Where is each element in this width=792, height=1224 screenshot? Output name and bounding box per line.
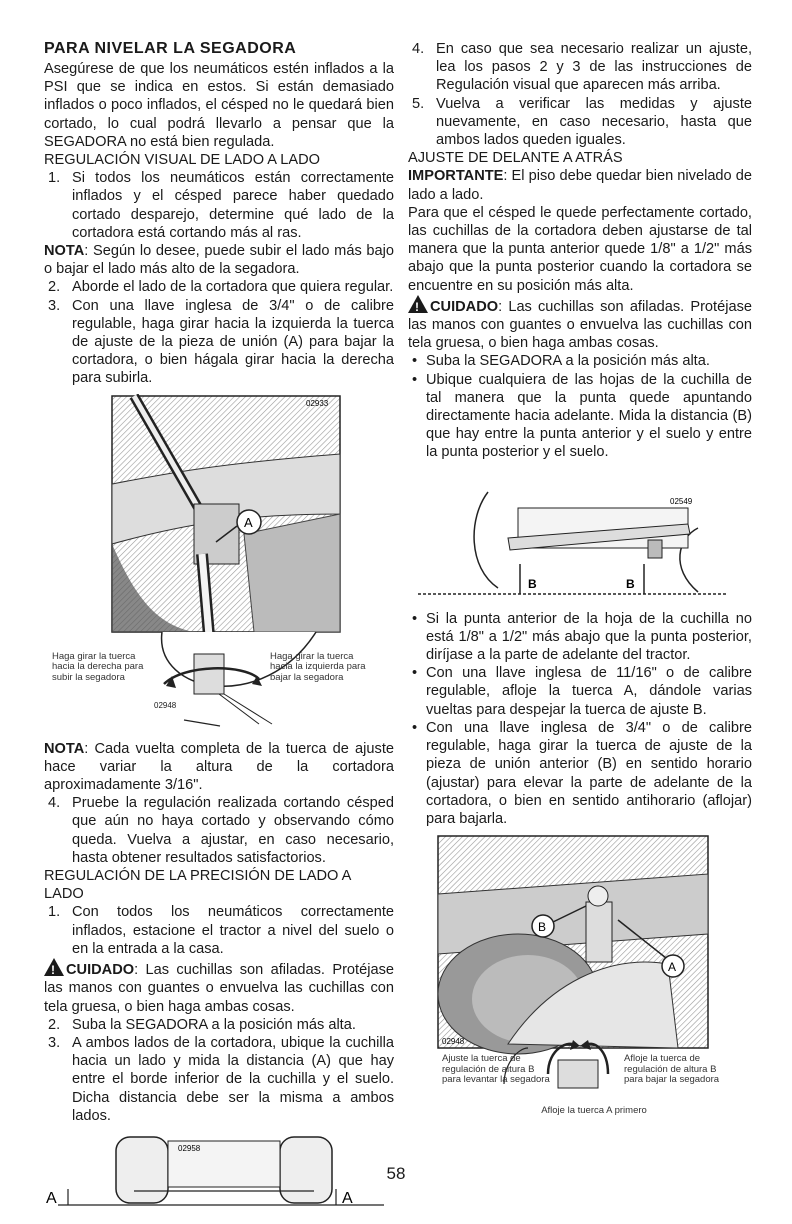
figure-adjust-nut bbox=[44, 394, 394, 734]
step-item: 3. A ambos lados de la cortadora, ubique la cuchilla hacia un lado y mida la distancia (A) que hay entre el borde inferior de la cuchilla y el suelo. Dicha distancia debe ser la misma a ambos lados. bbox=[48, 1034, 394, 1124]
step-item: 1. Si todos los neumáticos están correctamente inflados y el césped parece haber quedado cortado desparejo, determine qué lado de la cortadora está cortando más al ras. bbox=[48, 170, 394, 241]
note-2: NOTA: Cada vuelta completa de la tuerca de ajuste hace variar la altura de la cortadora aproximadamente 3/16". bbox=[44, 740, 394, 794]
section-title: PARA NIVELAR LA SEGADORA bbox=[44, 40, 297, 57]
bullet-item: • Si la punta anterior de la hoja de la cuchilla no está 1/8" a 1/2" más abajo que la punta posterior, diríjase a la parte de adelante del tractor. bbox=[412, 610, 752, 664]
caption-bottom-fig4: Afloje la tuerca A primero bbox=[541, 1105, 647, 1117]
figure-id-2: 02948 bbox=[154, 700, 177, 710]
figure-id-4: 02549 bbox=[670, 496, 693, 506]
caption-left-fig4: Ajuste la tuerca de regulación de altura B para levantar la segadora bbox=[442, 1053, 550, 1086]
figure-id: 02933 bbox=[306, 398, 329, 408]
precision-steps-2 bbox=[44, 1016, 394, 1125]
intro-paragraph: Asegúrese de que los neumáticos estén inflados a la PSI que se indica en estos. Si están demasiado inflados o poco inflados, el césped no le quedará bien cortado, lo cual podrá llevarlo a pensar que la SEGADORA no está bien regulada. bbox=[44, 61, 394, 150]
step-item: 2. Suba la SEGADORA a la posición más alta. bbox=[48, 1016, 356, 1033]
bullet-item: • Ubique cualquiera de las hojas de la cuchilla de tal manera que la punta quede apuntando directamente hacia adelante. Mida la distancia (B) que hay entre la punta anterior y el suelo y entre la punta posterior y el suelo. bbox=[412, 371, 752, 461]
bullets-2 bbox=[408, 610, 752, 828]
front-back-heading: AJUSTE DE DELANTE A ATRÁS bbox=[408, 150, 623, 167]
step-item: 2. Aborde el lado de la cortadora que quiera regular. bbox=[48, 279, 394, 296]
label-a-left: A bbox=[46, 1189, 57, 1207]
caption-right: Haga girar la tuerca hacia la izquierda para bajar la segadora bbox=[270, 650, 366, 683]
bullets-1 bbox=[408, 352, 752, 461]
caution-2: !CUIDADO: Las cuchillas son afiladas. Protéjase las manos con guantes o envuelva las cuchillas con tela gruesa, o bien haga ambas cosas. bbox=[408, 295, 752, 353]
label-a-fig4: A bbox=[668, 960, 677, 975]
caption-left: Haga girar la tuerca hacia la derecha para subir la segadora bbox=[52, 650, 144, 683]
bullet-item: • Suba la SEGADORA a la posición más alta. bbox=[412, 353, 710, 370]
bullet-item: • Con una llave inglesa de 11/16" o de calibre regulable, afloje la tuerca A, dándole varias vueltas para despejar la tuerca de ajuste B. bbox=[412, 665, 752, 718]
figure-blade-measure bbox=[408, 468, 752, 604]
blade-measure-illustration bbox=[408, 468, 752, 604]
label-a: A bbox=[244, 514, 253, 530]
label-b: B bbox=[538, 920, 547, 935]
step-item: 4. Pruebe la regulación realizada cortando césped que aún no haya cortado y observando cómo queda. Vuelva a ajustar, en caso necesario, hasta obtener resultados satisfactorios. bbox=[48, 795, 394, 866]
front-back-paragraph: Para que el césped le quede perfectamente cortado, las cuchillas de la cortadora deben ajustarse de tal manera que la punta anterior quede 1/8" a 1/2" más abajo que la punta posterior cuando la cortadora se encuentre en su posición más alta. bbox=[408, 204, 752, 294]
figure-front-link bbox=[408, 834, 752, 1124]
precision-heading: REGULACIÓN DE LA PRECISIÓN DE LADO A LADO bbox=[44, 868, 351, 903]
figure-id-5: 02948 bbox=[442, 1037, 465, 1047]
page-number: 58 bbox=[386, 1164, 406, 1183]
precision-steps-cont bbox=[408, 40, 752, 149]
label-b-1: B bbox=[528, 576, 537, 591]
right-column bbox=[408, 40, 752, 1130]
caution-1: !CUIDADO: Las cuchillas son afiladas. Protéjase las manos con guantes o envuelva las cuchillas con tela gruesa, o bien haga ambas cosas. bbox=[44, 958, 394, 1016]
figure-id-3: 02958 bbox=[178, 1143, 201, 1153]
visual-steps-3 bbox=[44, 794, 394, 867]
note-1: NOTA: Según lo desee, puede subir el lado más bajo o bajar el lado más alto de la segadora. bbox=[44, 243, 394, 278]
label-b-2: B bbox=[626, 576, 635, 591]
bullet-item: • Con una llave inglesa de 3/4" o de calibre regulable, haga girar la tuerca de ajuste de la pieza de unión anterior (B) en sentido horario (ajustar) para elevar la parte de adelante de la cortadora, o bien en sentido antihorario (aflojar) para bajarla. bbox=[412, 719, 752, 827]
step-item: 4. En caso que sea necesario realizar un ajuste, lea los pasos 2 y 3 de las instrucciones de Regulación visual que aparecen más arriba. bbox=[412, 41, 752, 94]
warning-icon bbox=[44, 958, 64, 976]
step-item: 3. Con una llave inglesa de 3/4" o de calibre regulable, haga girar hacia la izquierda la tuerca de ajuste de la pieza de unión (A) para bajar la cortadora, o bien hágala girar hacia la derecha para subirla. bbox=[48, 297, 394, 387]
important-note: IMPORTANTE: El piso debe quedar bien nivelado de lado a lado. bbox=[408, 168, 752, 203]
label-a-right: A bbox=[342, 1189, 353, 1207]
step-item: 1. Con todos los neumáticos correctamente inflados, estacione el tractor a nivel del suelo o en la entrada a la casa. bbox=[48, 904, 394, 957]
warning-icon bbox=[408, 295, 428, 313]
visual-heading: REGULACIÓN VISUAL DE LADO A LADO bbox=[44, 152, 321, 169]
caption-right-fig4: Afloje la tuerca de regulación de altura B para bajar la segadora bbox=[624, 1053, 720, 1086]
visual-steps bbox=[44, 169, 394, 242]
precision-steps bbox=[44, 903, 394, 958]
visual-steps-2 bbox=[44, 278, 394, 387]
step-item: 5. Vuelva a verificar las medidas y ajuste nuevamente, en caso necesario, hasta que ambos lados queden iguales. bbox=[412, 95, 752, 149]
left-column bbox=[44, 40, 394, 1217]
